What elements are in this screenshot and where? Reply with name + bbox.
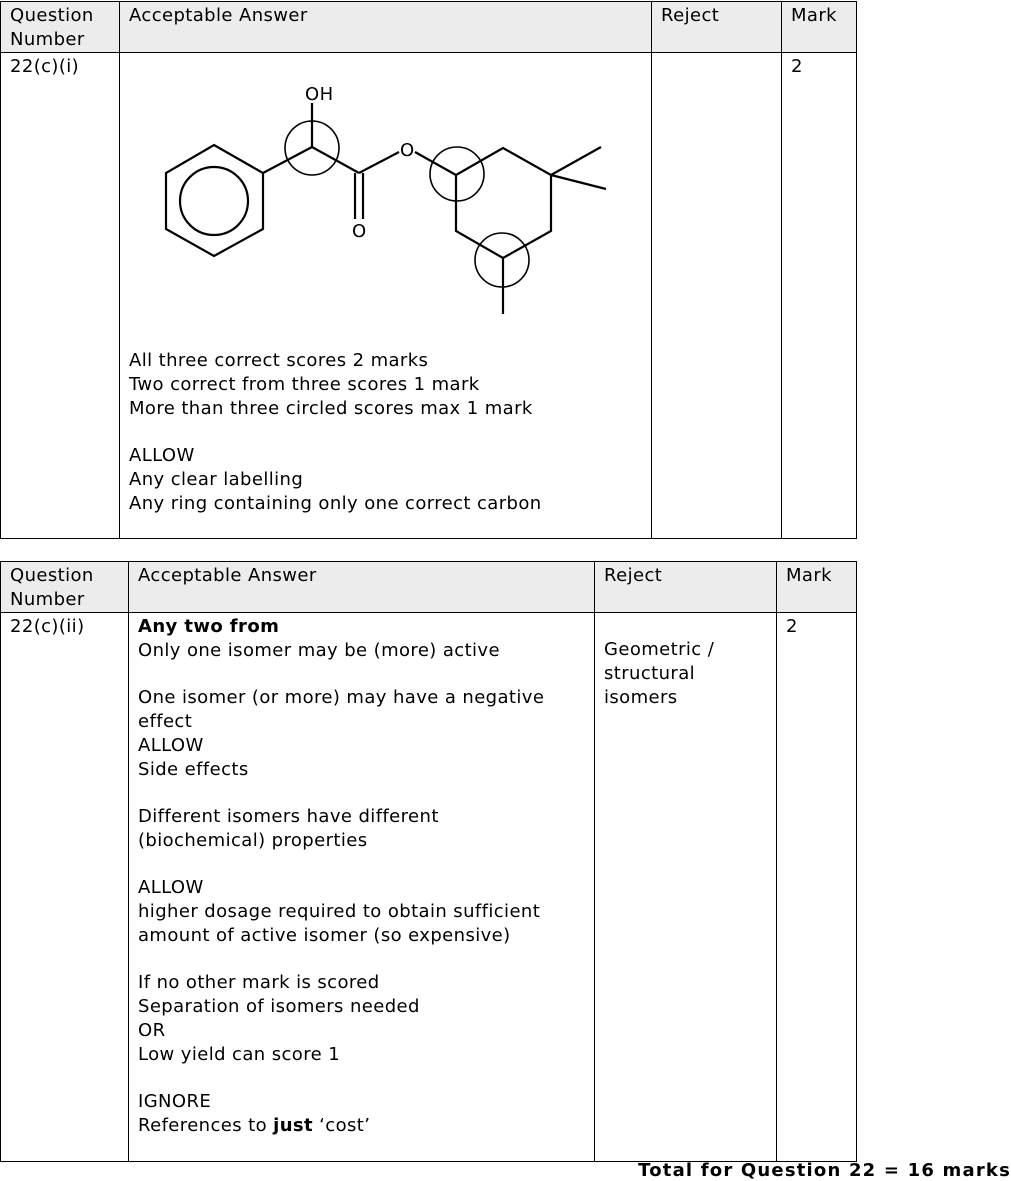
header-question-number: Question Number	[1, 2, 120, 53]
question-number: 22(c)(ii)	[1, 613, 129, 1162]
ref-bold: just	[273, 1115, 314, 1136]
chemical-structure-diagram	[120, 55, 620, 335]
answer-line: amount of active isomer (so expensive)	[138, 925, 511, 946]
ref-suffix: ‘cost’	[319, 1115, 371, 1136]
question-number: 22(c)(i)	[1, 53, 120, 539]
answer-line: higher dosage required to obtain sufficient	[138, 901, 541, 922]
cyclohexane-ring	[456, 148, 551, 258]
marking-notes	[129, 349, 642, 516]
answer-line: Different isomers have different	[138, 806, 439, 827]
header-mark: Mark	[782, 2, 857, 53]
header-question-number: Question Number	[1, 562, 129, 613]
note-line: More than three circled scores max 1 mark	[129, 398, 533, 419]
mark-scheme-table-22cii	[0, 561, 857, 1162]
answer-line: ALLOW	[138, 735, 204, 756]
label-oh: OH	[305, 84, 334, 105]
ref-prefix: References to	[138, 1115, 268, 1136]
reject-cell	[652, 53, 782, 539]
acceptable-answer-cell	[120, 53, 652, 539]
answer-line: Separation of isomers needed	[138, 996, 420, 1017]
note-line: Any ring containing only one correct carbon	[129, 493, 542, 514]
label-carbonyl-oxygen: O	[352, 221, 367, 242]
answer-line: Only one isomer may be (more) active	[138, 640, 500, 661]
reject-line: structural	[604, 663, 696, 684]
reject-line: isomers	[604, 687, 678, 708]
answer-line	[138, 1114, 585, 1138]
reject-line: Geometric /	[604, 639, 715, 660]
answer-line: (biochemical) properties	[138, 830, 368, 851]
answer-line: OR	[138, 1020, 166, 1041]
mark-value: 2	[782, 53, 857, 539]
note-line: All three correct scores 2 marks	[129, 350, 429, 371]
header-acceptable-answer: Acceptable Answer	[129, 562, 595, 613]
mark-scheme-table-22ci	[0, 1, 857, 539]
answer-line: ALLOW	[138, 877, 204, 898]
note-line: Any clear labelling	[129, 469, 304, 490]
answer-line: Low yield can score 1	[138, 1044, 341, 1065]
note-line: ALLOW	[129, 445, 195, 466]
header-reject: Reject	[595, 562, 777, 613]
reject-cell	[595, 613, 777, 1162]
label-ester-oxygen: O	[400, 140, 415, 161]
question-total: Total for Question 22 = 16 marks	[638, 1160, 1011, 1181]
aromatic-circle	[180, 167, 248, 235]
note-line: Two correct from three scores 1 mark	[129, 374, 480, 395]
header-acceptable-answer: Acceptable Answer	[120, 2, 652, 53]
mark-value: 2	[777, 613, 857, 1162]
answer-line: One isomer (or more) may have a negative effect	[138, 687, 545, 732]
answer-line: If no other mark is scored	[138, 972, 380, 993]
header-reject: Reject	[652, 2, 782, 53]
answer-heading: Any two from	[138, 616, 280, 637]
answer-line: IGNORE	[138, 1091, 212, 1112]
acceptable-answer-cell	[129, 613, 595, 1162]
header-mark: Mark	[777, 562, 857, 613]
answer-line: Side effects	[138, 759, 249, 780]
